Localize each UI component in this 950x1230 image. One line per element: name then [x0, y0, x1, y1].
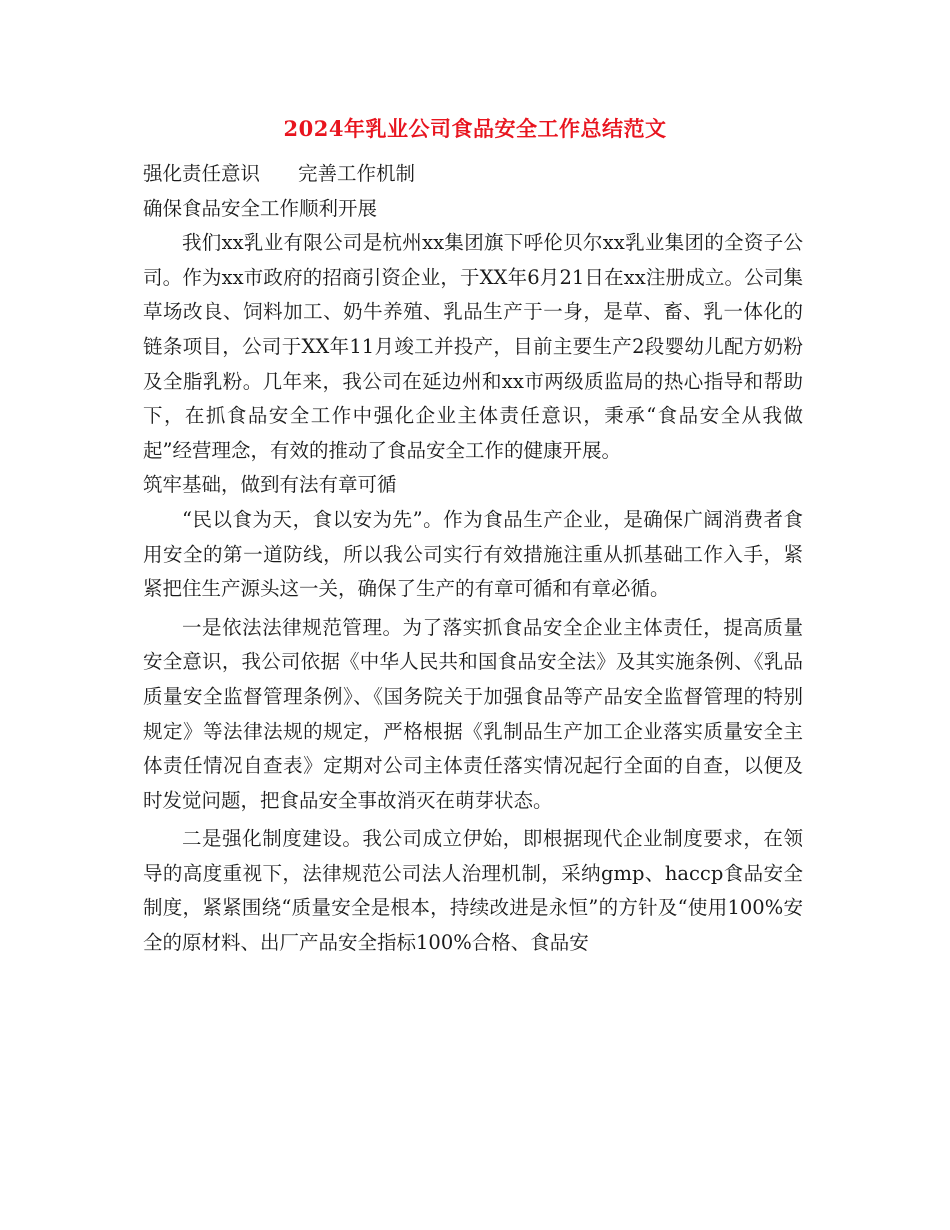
paragraph-4: 二是强化制度建设。我公司成立伊始，即根据现代企业制度要求，在领导的高度重视下，法律规范公司法人治理机制，采纳gmp、haccp食品安全制度，紧紧围绕“质量安全是根本，持续改进是永恒”的方针及“使用100%安全的原材料、出厂产品安全指标100%合格、食品安	[143, 827, 803, 955]
document-body	[143, 157, 803, 961]
subtitle-part-2: 完善工作机制	[298, 162, 416, 185]
paragraph-1: 我们xx乳业有限公司是杭州xx集团旗下呼伦贝尔xx乳业集团的全资子公司。作为xx市政府的招商引资企业，于XX年6月21日在xx注册成立。公司集草场改良、饲料加工、奶牛养殖、乳品生产于一身，是草、畜、乳一体化的链条项目，公司于XX年11月竣工并投产，目前主要生产2段婴幼儿配方奶粉及全脂乳粉。几年来，我公司在延边州和xx市两级质监局的热心指导和帮助下，在抓食品安全工作中强化企业主体责任意识，秉承“食品安全从我做起”经营理念，有效的推动了食品安全工作的健康开展。	[143, 231, 803, 462]
document-title: 2024年乳业公司食品安全工作总结范文	[283, 116, 667, 141]
section-heading-1: 确保食品安全工作顺利开展	[143, 196, 378, 220]
section-heading-2: 筑牢基础，做到有法有章可循	[143, 473, 397, 497]
subtitle-line	[143, 157, 803, 192]
subtitle-part-1: 强化责任意识	[143, 162, 261, 185]
paragraph-2: “民以食为天，食以安为先”。作为食品生产企业，是确保广阔消费者食用安全的第一道防线，所以我公司实行有效措施注重从抓基础工作入手，紧紧把住生产源头这一关，确保了生产的有章可循和有章必循。	[143, 507, 803, 601]
paragraph-3: 一是依法法律规范管理。为了落实抓食品安全企业主体责任，提高质量安全意识，我公司依据《中华人民共和国食品安全法》及其实施条例、《乳品质量安全监督管理条例》、《国务院关于加强食品等产品安全监督管理的特别规定》等法律法规的规定，严格根据《乳制品生产加工企业落实质量安全主体责任情况自查表》定期对公司主体责任落实情况起行全面的自查，以便及时发觉问题，把食品安全事故消灭在萌芽状态。	[143, 615, 803, 812]
